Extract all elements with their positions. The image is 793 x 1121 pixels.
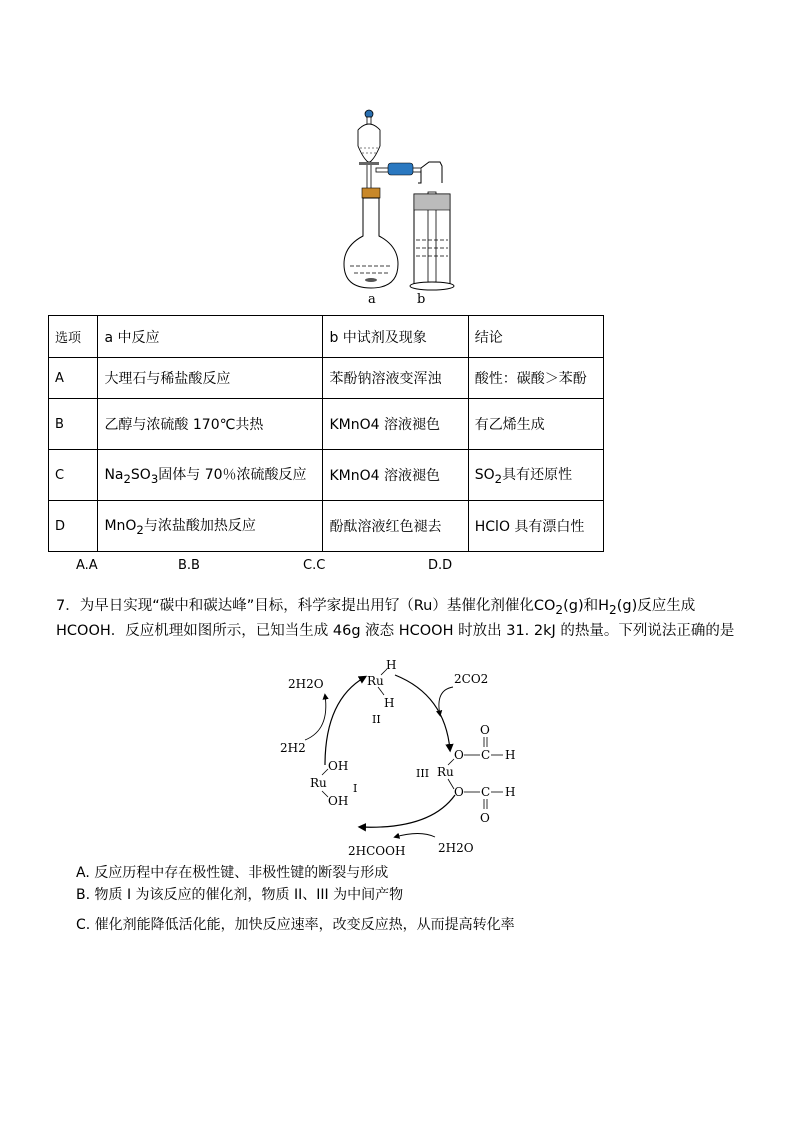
ru-I: Ru: [310, 776, 327, 790]
row-reaction: 乙醇与浓硫酸 170℃共热: [98, 399, 323, 450]
ru-II: Ru: [367, 674, 384, 688]
table-row: [49, 358, 604, 399]
ru-III: Ru: [437, 765, 454, 779]
o-lower: O: [454, 785, 464, 799]
o-lower-carbonyl: O: [480, 811, 490, 825]
co2-in-label: 2CO2: [454, 672, 489, 686]
h2o-out-label: 2H2O: [288, 677, 324, 691]
table-row: [49, 501, 604, 552]
row-option: C: [49, 450, 98, 501]
question-7-text: 7．为早日实现“碳中和碳达峰”目标，科学家提出用钌（Ru）基催化剂催化$CO_2(g)$和$H_2(g)$反应生成 HCOOH．反应机理如图所示，已知当生成 46g 液态 HCOOH 时放出 31. 2kJ 的热量。下列说法正确的是: [56, 598, 735, 639]
row-option: A: [49, 358, 98, 399]
header-option: 选项: [49, 316, 98, 358]
h-top: H: [386, 658, 397, 672]
o-upper: O: [454, 748, 464, 762]
h2o-in-label: 2H2O: [438, 841, 474, 855]
table-header-row: [49, 316, 604, 358]
row-reagent: KMnO4 溶液褪色: [323, 399, 468, 450]
row-conclusion: 酸性：碳酸＞苯酚: [468, 358, 603, 399]
row-reagent: KMnO4 溶液褪色: [323, 450, 468, 501]
header-conclusion: 结论: [468, 316, 603, 358]
hcooh-out-label: 2HCOOH: [348, 844, 406, 858]
row-option: B: [49, 399, 98, 450]
label-I: I: [353, 782, 358, 795]
row-conclusion: $SO_2$具有还原性: [468, 450, 603, 501]
reaction-mechanism-diagram: [270, 655, 530, 860]
o-upper-carbonyl: O: [480, 723, 490, 737]
options-table: [48, 315, 604, 552]
choice-a[interactable]: A.A: [76, 558, 98, 573]
option-b[interactable]: B. 物质 I 为该反应的催化剂，物质 II、III 为中间产物: [76, 887, 404, 903]
row-conclusion: HClO 具有漂白性: [468, 501, 603, 552]
row-reaction: 大理石与稀盐酸反应: [98, 358, 323, 399]
h-lower: H: [505, 785, 516, 799]
option-c[interactable]: C. 催化剂能降低活化能，加快反应速率，改变反应热，从而提高转化率: [76, 917, 515, 933]
option-a[interactable]: A. 反应历程中存在极性键、非极性键的断裂与形成: [76, 865, 389, 881]
header-reagent: b 中试剂及现象: [323, 316, 468, 358]
h2-in-label: 2H2: [280, 741, 306, 755]
header-reaction: a 中反应: [98, 316, 323, 358]
c-lower: C: [481, 785, 491, 799]
row-reaction: MnO$_2$与浓盐酸加热反应: [98, 501, 323, 552]
choice-d[interactable]: D.D: [428, 558, 453, 573]
choice-b[interactable]: B.B: [178, 558, 200, 573]
row-reagent: 酚酞溶液红色褪去: [323, 501, 468, 552]
label-II: II: [372, 713, 381, 726]
label-b: b: [417, 292, 426, 307]
h-bottom: H: [384, 696, 395, 710]
label-a: a: [368, 292, 376, 307]
label-III: III: [416, 767, 430, 780]
row-option: D: [49, 501, 98, 552]
oh-top: OH: [328, 759, 349, 773]
experiment-apparatus-diagram: [330, 108, 470, 308]
row-conclusion: 有乙烯生成: [468, 399, 603, 450]
row-reagent: 苯酚钠溶液变浑浊: [323, 358, 468, 399]
choice-c[interactable]: C.C: [303, 558, 326, 573]
row-reaction: $Na_2SO_3$固体与 70％浓硫酸反应: [98, 450, 323, 501]
oh-bottom: OH: [328, 794, 349, 808]
h-upper: H: [505, 748, 516, 762]
table-row: [49, 450, 604, 501]
table-row: [49, 399, 604, 450]
c-upper: C: [481, 748, 491, 762]
